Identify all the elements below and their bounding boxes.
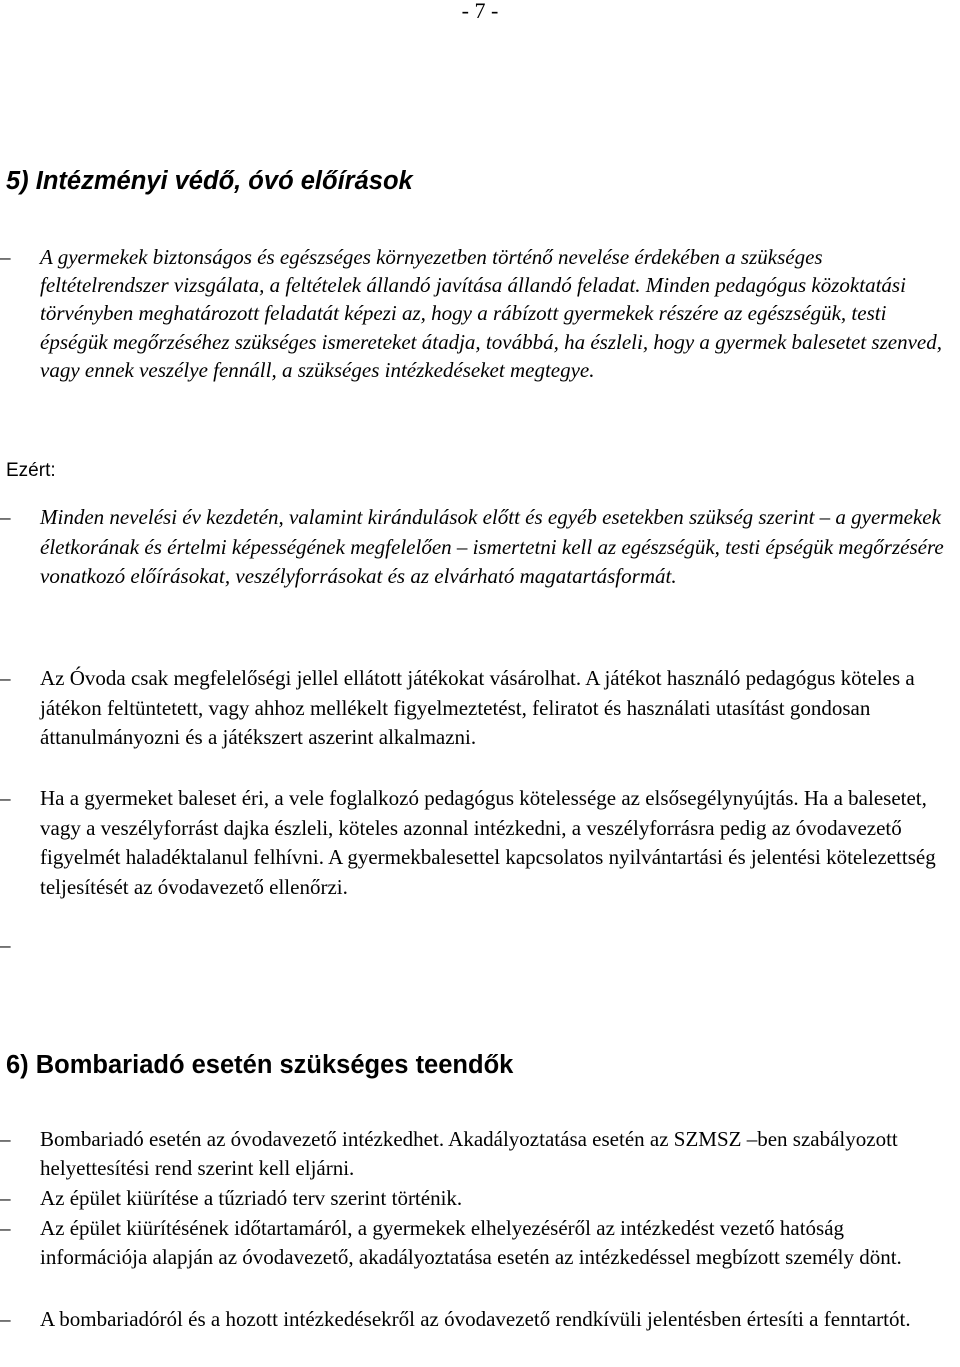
page-number: - 7 - [461,0,499,23]
section-6-list-item [0,1184,952,1213]
section-5-item-text: Az Óvoda csak megfelelőségi jellel ellátott játékokat vásárolhat. A játékot használó pedagógus köteles a játékon feltüntetett, vagy ahhoz mellékelt figyelmeztetést, feliratot és használati utasítást gondosan áttanulmányozni és a játékszert aszerint alkalmazni. [40,666,915,750]
section-5-list-item [0,503,952,592]
dash-marker: – [0,245,11,269]
section-5-intro-text: A gyermekek biztonságos és egészséges környezetben történő nevelése érdekében a szükséges feltételrendszer vizsgálata, a feltételek állandó javítása állandó feladat. Minden pedagógus közoktatási törvényben meghatározott feladatát képezi az, hogy a rábízott gyermekek részére az egészségük, testi épségük megőrzéséhez szükséges ismereteket átadja, továbbá, ha észleli, hogy a gyermek balesetet szenved, vagy ennek veszélye fennáll, a szükséges intézkedéseket megtegye. [40,245,942,382]
section-5-intro-item [0,243,952,384]
dash-marker: – [0,786,11,810]
section-6-list-item [0,1125,952,1182]
section-5-item-text: Minden nevelési év kezdetén, valamint kirándulások előtt és egyéb esetekben szükség szerint – a gyermekek életkorának és értelmi képességének megfelelően – ismertetni kell az egészségük, testi épségük megőrzésére vonatkozó előírásokat, veszélyforrásokat és az elvárható magatartásformát. [40,505,944,589]
section-6-item-text: Bombariadó esetén az óvodavezető intézkedhet. Akadályoztatása esetén az SZMSZ –ben szabályozott helyettesítési rend szerint kell eljárni. [40,1127,898,1180]
section-5-list-item [0,664,952,753]
dash-marker: – [0,666,11,690]
section-6-list-item [0,1305,952,1334]
dash-marker: – [0,1186,11,1210]
section-6-item-text: Az épület kiürítésének időtartamáról, a gyermekek elhelyezéséről az intézkedést vezető hatóság információja alapján az óvodavezető, akadályoztatása esetén az intézkedéssel megbízott személy dönt. [40,1216,902,1269]
dash-marker: – [0,1216,11,1240]
section-5-list-item [0,784,952,902]
section-5-heading: 5) Intézményi védő, óvó előírások [6,167,413,195]
ezert-label: Ezért: [6,460,56,481]
section-6-list-item [0,1214,952,1271]
section-6-item-text: A bombariadóról és a hozott intézkedésekről az óvodavezető rendkívüli jelentésben értesíti a fenntartót. [40,1307,911,1331]
dash-marker: – [0,1307,11,1331]
dash-marker: – [0,1127,11,1151]
dash-marker: – [0,505,11,529]
section-6-heading: 6) Bombariadó esetén szükséges teendők [6,1051,514,1079]
dash-marker: – [0,933,11,957]
section-6-item-text: Az épület kiürítése a tűzriadó terv szerint történik. [40,1186,463,1210]
section-5-item-text: Ha a gyermeket baleset éri, a vele foglalkozó pedagógus kötelessége az elsősegélynyújtás. Ha a balesetet, vagy a veszélyforrást dajka észleli, köteles azonnal intézkedni, a veszélyforrásra pedig az óvodavezető figyelmét haladéktalanul felhívni. A gyermekbalesettel kapcsolatos nyilvántartási és jelentési kötelezettség teljesítését az óvodavezető ellenőrzi. [40,786,936,899]
